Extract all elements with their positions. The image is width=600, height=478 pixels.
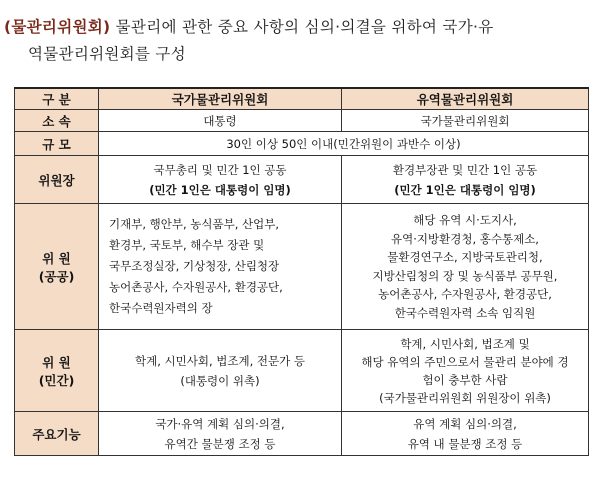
national-private-line-1: 학계, 시민사회, 법조계, 전문가 등	[134, 353, 305, 368]
national-chair-line-1: 국무총리 및 민간 1인 공동	[153, 162, 287, 177]
national-public-line-5: 한국수력원자력의 장	[109, 301, 213, 315]
basin-public-line-5: 농어촌공사, 수자원공사, 환경공단,	[378, 287, 552, 301]
basin-public-line-4: 지방산림청의 장 및 농식품부 공무원,	[372, 268, 558, 283]
public-label-line-1: 위 원	[42, 250, 71, 266]
table-row	[15, 132, 589, 156]
basin-public-line-3: 물환경연구소, 지방국토관리청,	[387, 250, 543, 264]
basin-functions-line-2: 유역 내 물분쟁 조정 등	[407, 436, 523, 451]
national-public	[99, 204, 342, 330]
public-label-line-2: (공공)	[38, 268, 75, 284]
row-label-chair: 위원장	[15, 156, 99, 204]
national-soseok: 대통령	[99, 110, 342, 132]
intro-line-2: 역물관리위원회를 구성	[28, 45, 186, 63]
basin-public-line-1: 해당 유역 시·도지사,	[413, 213, 517, 227]
basin-chair-line-1: 환경부장관 및 민간 1인 공동	[392, 162, 538, 177]
private-label-line-2: (민간)	[38, 372, 75, 388]
national-functions	[99, 412, 342, 456]
national-chair	[99, 156, 342, 204]
basin-chair-line-2: (민간 1인은 대통령이 임명)	[394, 182, 536, 197]
national-functions-line-2: 유역간 물분쟁 조정 등	[164, 436, 276, 451]
intro-paragraph	[4, 14, 594, 68]
table-row	[15, 204, 589, 330]
table-row	[15, 110, 589, 132]
gyumo-value: 30인 이상 50인 이내(민간위원이 과반수 이상)	[99, 132, 589, 156]
basin-private-line-2: 해당 유역의 주민으로서 물관리 분야에 경	[361, 354, 569, 369]
basin-public	[342, 204, 589, 330]
committee-table	[14, 87, 589, 456]
header-basin: 유역물관리위원회	[342, 88, 589, 110]
national-private-line-2: (대통령이 위촉)	[180, 373, 260, 388]
row-label-gyumo: 규 모	[15, 132, 99, 156]
table-header-row	[15, 88, 589, 110]
national-public-line-1: 기재부, 행안부, 농식품부, 산업부,	[109, 217, 280, 231]
table-row	[15, 330, 589, 412]
section-tag: (물관리위원회)	[4, 18, 111, 36]
basin-public-line-6: 한국수력원자력 소속 임직원	[394, 305, 536, 320]
intro-line-1: 물관리에 관한 중요 사항의 심의·의결을 위하여 국가·유	[110, 18, 494, 36]
table-row	[15, 156, 589, 204]
national-public-line-3: 국무조정실장, 기상청장, 산림청장	[109, 259, 280, 273]
basin-private-line-1: 학계, 시민사회, 법조계 및	[400, 336, 530, 351]
national-public-line-4: 농어촌공사, 수자원공사, 환경공단,	[109, 280, 283, 294]
row-label-functions: 주요기능	[15, 412, 99, 456]
basin-functions-line-1: 유역 계획 심의·의결,	[413, 416, 517, 431]
basin-private-line-3: 험이 충부한 사람	[422, 372, 508, 387]
basin-chair	[342, 156, 589, 204]
basin-private-line-4: (국가물관리위원회 위원장이 위촉)	[379, 390, 551, 405]
national-public-line-2: 환경부, 국토부, 해수부 장관 및	[109, 238, 265, 252]
basin-private	[342, 330, 589, 412]
basin-soseok: 국가물관리위원회	[342, 110, 589, 132]
national-chair-line-2: (민간 1인은 대통령이 임명)	[149, 182, 291, 197]
row-label-soseok: 소 속	[15, 110, 99, 132]
header-category: 구 분	[15, 88, 99, 110]
header-national: 국가물관리위원회	[99, 88, 342, 110]
private-label-line-1: 위 원	[42, 354, 71, 370]
table-row	[15, 412, 589, 456]
basin-public-line-2: 유역·지방환경청, 홍수통제소,	[391, 231, 539, 246]
national-functions-line-1: 국가·유역 계획 심의·의결,	[155, 416, 285, 431]
row-label-public	[15, 204, 99, 330]
basin-functions	[342, 412, 589, 456]
national-private	[99, 330, 342, 412]
row-label-private	[15, 330, 99, 412]
